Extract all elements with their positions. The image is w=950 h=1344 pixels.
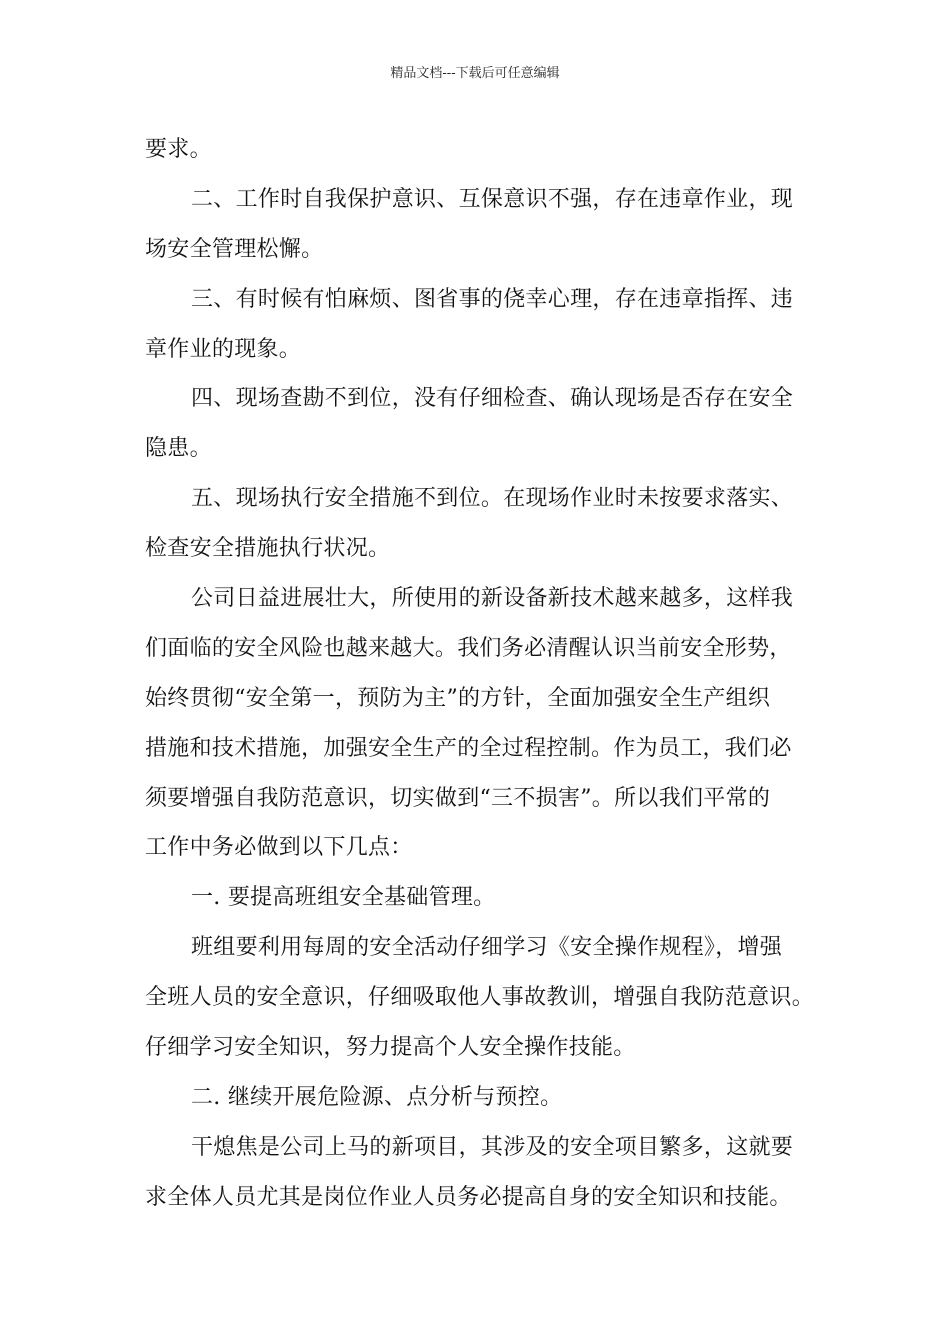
text-line: 五、现场执行安全措施不到位。在现场作业时未按要求落实、: [191, 486, 794, 512]
text-line: 求全体人员尤其是岗位作业人员务必提高自身的安全知识和技能。: [145, 1184, 792, 1210]
text-line: 们面临的安全风险也越来越大。我们务必清醒认识当前安全形势，: [145, 635, 792, 661]
section-heading: 二. 继续开展危险源、点分析与预控。: [191, 1084, 563, 1110]
text-line: 三、有时候有怕麻烦、图省事的侥幸心理，存在违章指挥、违: [191, 286, 794, 312]
text-line: 全班人员的安全意识，仔细吸取他人事故教训，增强自我防范意识。: [145, 985, 815, 1011]
text-line: 须要增强自我防范意识，切实做到“三不损害”。所以我们平常的: [145, 785, 771, 811]
text-line: 隐患。: [145, 436, 212, 462]
document-body: [145, 128, 815, 1226]
text-line: 工作中务必做到以下几点：: [145, 835, 413, 861]
text-line: 检查安全措施执行状况。: [145, 536, 391, 562]
text-line: 仔细学习安全知识，努力提高个人安全操作技能。: [145, 1035, 636, 1061]
text-line: 始终贯彻“安全第一，预防为主”的方针，全面加强安全生产组织: [145, 685, 771, 711]
text-line: 四、现场查勘不到位，没有仔细检查、确认现场是否存在安全: [191, 386, 794, 412]
text-line: 班组要利用每周的安全活动仔细学习《安全操作规程》，增强: [191, 935, 783, 961]
text-line: 干熄焦是公司上马的新项目，其涉及的安全项目繁多，这就要: [191, 1134, 794, 1160]
text-line: 章作业的现象。: [145, 336, 302, 362]
text-line: 二、工作时自我保护意识、互保意识不强，存在违章作业，现: [191, 186, 794, 212]
text-line: 公司日益进展壮大，所使用的新设备新技术越来越多，这样我: [191, 586, 794, 612]
page-header: 精品文档---下载后可任意编辑: [390, 66, 560, 81]
section-heading: 一. 要提高班组安全基础管理。: [191, 885, 496, 911]
text-line: 要求。: [145, 137, 212, 162]
text-line: 措施和技术措施，加强安全生产的全过程控制。作为员工，我们必: [145, 735, 792, 761]
text-line: 场安全管理松懈。: [145, 236, 324, 262]
